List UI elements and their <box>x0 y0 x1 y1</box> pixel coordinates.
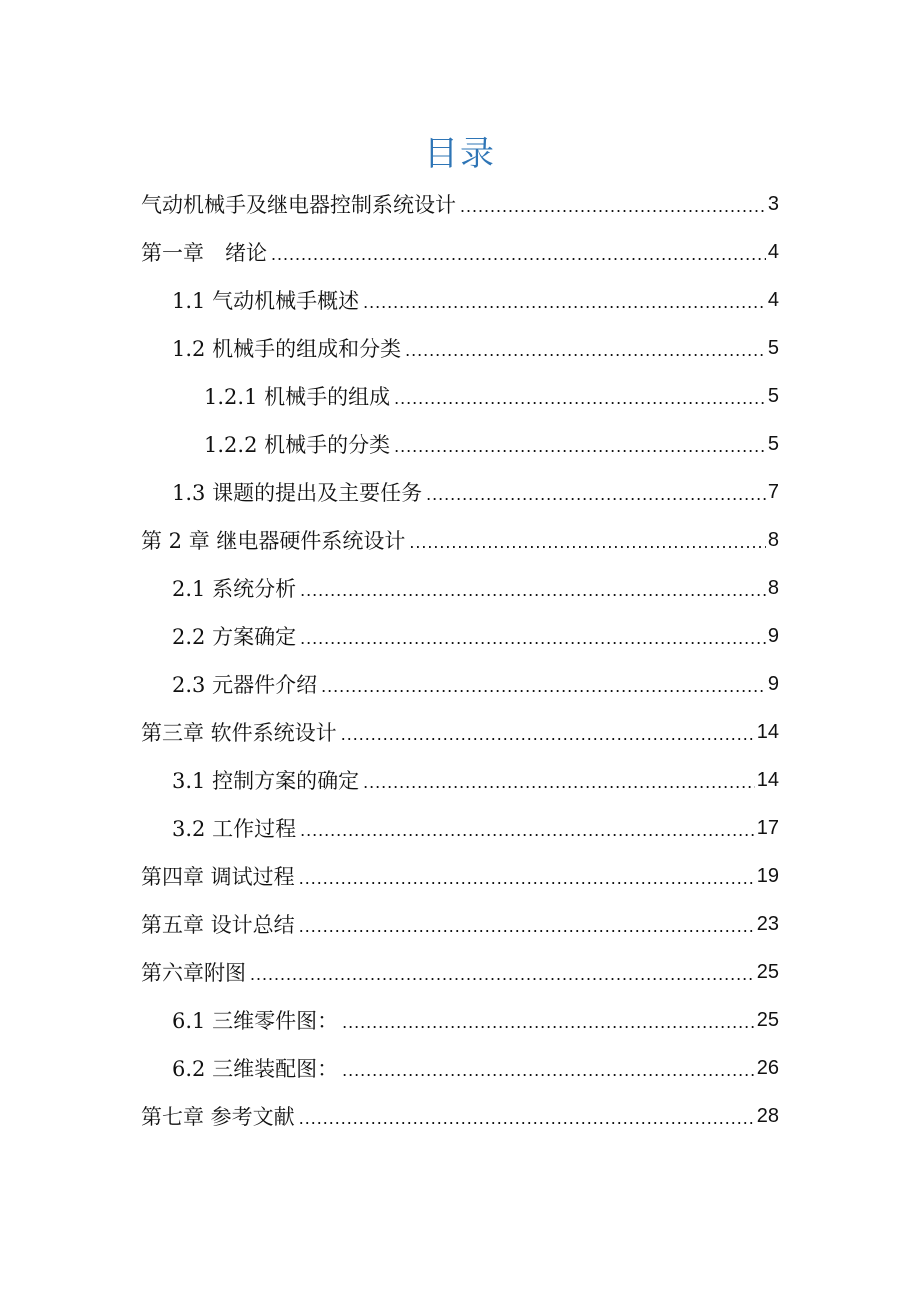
toc-entry[interactable] <box>172 324 779 372</box>
dot-leader <box>405 340 766 361</box>
dot-leader <box>300 820 755 841</box>
dot-leader <box>271 244 766 265</box>
toc-entry[interactable] <box>172 1044 779 1092</box>
toc-entry[interactable] <box>172 996 779 1044</box>
toc-entry-label: 1.1 气动机械手概述 <box>172 289 360 313</box>
toc-entry[interactable] <box>141 516 779 564</box>
toc-entry-page: 5 <box>767 432 779 455</box>
toc-entry-page: 8 <box>767 528 779 551</box>
dot-leader <box>426 484 766 505</box>
toc-entry-page: 5 <box>767 384 779 407</box>
toc-entry-label: 1.2.2 机械手的分类 <box>204 433 391 457</box>
toc-entry[interactable] <box>204 420 779 468</box>
dot-leader <box>300 628 766 649</box>
toc-entry-label: 第三章 软件系统设计 <box>141 721 337 745</box>
toc-entry[interactable] <box>172 804 779 852</box>
toc-entry[interactable] <box>141 1092 779 1140</box>
toc-entry[interactable] <box>204 372 779 420</box>
toc-entry-page: 26 <box>756 1056 779 1079</box>
toc-entry-page: 28 <box>756 1104 779 1127</box>
toc-entry-page: 9 <box>767 672 779 695</box>
toc-entry[interactable] <box>172 756 779 804</box>
toc-entry-label: 第 2 章 继电器硬件系统设计 <box>141 529 406 553</box>
dot-leader <box>341 724 755 745</box>
toc-entry[interactable] <box>172 564 779 612</box>
toc-entry-label: 3.1 控制方案的确定 <box>172 769 360 793</box>
dot-leader <box>342 1060 755 1081</box>
dot-leader <box>299 916 755 937</box>
toc-entry[interactable] <box>172 660 779 708</box>
toc-entry-page: 14 <box>756 720 779 743</box>
dot-leader <box>394 436 766 457</box>
toc-entry-label: 第六章附图 <box>141 961 246 985</box>
toc-entry-page: 9 <box>767 624 779 647</box>
dot-leader <box>321 676 766 697</box>
toc-entry-page: 4 <box>767 240 779 263</box>
toc-entry-label: 气动机械手及继电器控制系统设计 <box>141 193 456 217</box>
toc-title: 目录 <box>424 134 496 174</box>
toc-entry-page: 23 <box>756 912 779 935</box>
dot-leader <box>299 868 755 889</box>
dot-leader <box>342 1012 755 1033</box>
dot-leader <box>460 196 766 217</box>
toc-entry-page: 17 <box>756 816 779 839</box>
toc-entry-label: 1.2 机械手的组成和分类 <box>172 337 402 361</box>
toc-entry-page: 3 <box>767 192 779 215</box>
dot-leader <box>299 1108 755 1129</box>
toc-entry-label: 6.1 三维零件图： <box>172 1009 339 1033</box>
toc-entry[interactable] <box>172 468 779 516</box>
toc-entry-page: 25 <box>756 1008 779 1031</box>
toc-entry-label: 3.2 工作过程 <box>172 817 297 841</box>
toc-entry-label: 6.2 三维装配图： <box>172 1057 339 1081</box>
toc-entry-label: 1.3 课题的提出及主要任务 <box>172 481 423 505</box>
toc-entry-label: 2.2 方案确定 <box>172 625 297 649</box>
toc-entry-page: 14 <box>756 768 779 791</box>
toc-entry-page: 8 <box>767 576 779 599</box>
toc-entry[interactable] <box>141 228 779 276</box>
toc-entry-label: 1.2.1 机械手的组成 <box>204 385 391 409</box>
toc-entry[interactable] <box>172 612 779 660</box>
toc-entry-page: 25 <box>756 960 779 983</box>
toc-entry[interactable] <box>141 900 779 948</box>
toc-entry[interactable] <box>141 180 779 228</box>
toc-entry-page: 7 <box>767 480 779 503</box>
toc-entry-page: 5 <box>767 336 779 359</box>
dot-leader <box>363 772 755 793</box>
toc-entry-page: 4 <box>767 288 779 311</box>
toc-entry-label: 2.1 系统分析 <box>172 577 297 601</box>
toc-entry[interactable] <box>141 708 779 756</box>
toc-entry[interactable] <box>141 948 779 996</box>
toc-entry-label: 2.3 元器件介绍 <box>172 673 318 697</box>
dot-leader <box>409 532 765 553</box>
dot-leader <box>363 292 766 313</box>
dot-leader <box>250 964 755 985</box>
toc-entry-label: 第七章 参考文献 <box>141 1105 295 1129</box>
dot-leader <box>394 388 766 409</box>
toc-entry-label: 第五章 设计总结 <box>141 913 295 937</box>
toc-entry[interactable] <box>141 852 779 900</box>
toc-entry[interactable] <box>172 276 779 324</box>
dot-leader <box>300 580 766 601</box>
toc-entry-label: 第四章 调试过程 <box>141 865 295 889</box>
toc-entry-label: 第一章 绪论 <box>141 241 267 265</box>
toc-entry-page: 19 <box>756 864 779 887</box>
